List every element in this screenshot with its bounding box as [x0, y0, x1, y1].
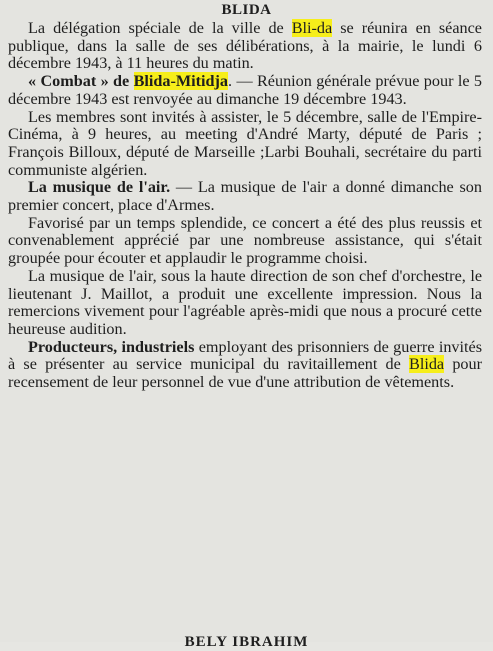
article-paragraph	[8, 215, 482, 268]
next-heading-fragment: BELY IBRAHIM	[184, 634, 309, 650]
paragraph-text: La musique de l'air, sous la haute direction de son chef d'orchestre, le lieutenant J. Maillot, a produit une excellente impression. Nous la remercions vivement pour l'agréable après-midi que nous a procuré cette heureuse audition.	[8, 266, 482, 338]
paragraph-text: Favorisé par un temps splendide, ce concert a été des plus reussis et convenablement apprécié par une nombreuse assistance, qui s'était groupée pour écouter et applaudir le programme choisi.	[8, 213, 482, 268]
paragraph-text: se réunira en séance publique, dans la salle de ses délibérations, à la mairie, le lundi 6 décembre 1943, à 11 heures du matin.	[8, 19, 482, 73]
highlighted-text: Bli-da	[291, 19, 333, 37]
paragraph-text: — La musique de l'air a donné dimanche son premier concert, place d'Armes.	[8, 178, 482, 215]
article-paragraph	[8, 179, 482, 214]
section-heading: BLIDA	[221, 2, 272, 18]
article-paragraph	[8, 109, 482, 180]
article-paragraph	[8, 20, 482, 73]
article-column	[8, 20, 482, 392]
highlighted-text: Blida	[409, 355, 445, 374]
bold-text: Producteurs, industriels	[28, 337, 195, 356]
paragraph-text: Les membres sont invités à assister, le 5 décembre, salle de l'Empire-Cinéma, à 9 heures, au meeting d'André Marty, député de Paris ; François Billoux, député de Marseille ;Larbi Bouhali, secrétaire du parti communiste algérien.	[8, 107, 482, 179]
paragraph-text: pour recensement de leur personnel de vue d'une attribution de vêtements.	[8, 355, 483, 392]
bold-text: « Combat » de	[28, 72, 134, 91]
article-paragraph	[8, 339, 482, 392]
highlighted-text: Blida-Mitidja	[133, 72, 229, 91]
bold-text: La musique de l'air.	[28, 178, 171, 197]
paragraph-text: La délégation spéciale de la ville de	[28, 19, 292, 37]
article-paragraph	[8, 73, 482, 108]
paragraph-text: . — Réunion générale prévue pour le 5 décembre 1943 est renvoyée au dimanche 19 décembre 1943.	[8, 72, 482, 108]
article-paragraph	[8, 268, 482, 339]
paragraph-text: employant des prisonniers de guerre invités à se présenter au service municipal du ravitaillement de	[8, 337, 482, 374]
